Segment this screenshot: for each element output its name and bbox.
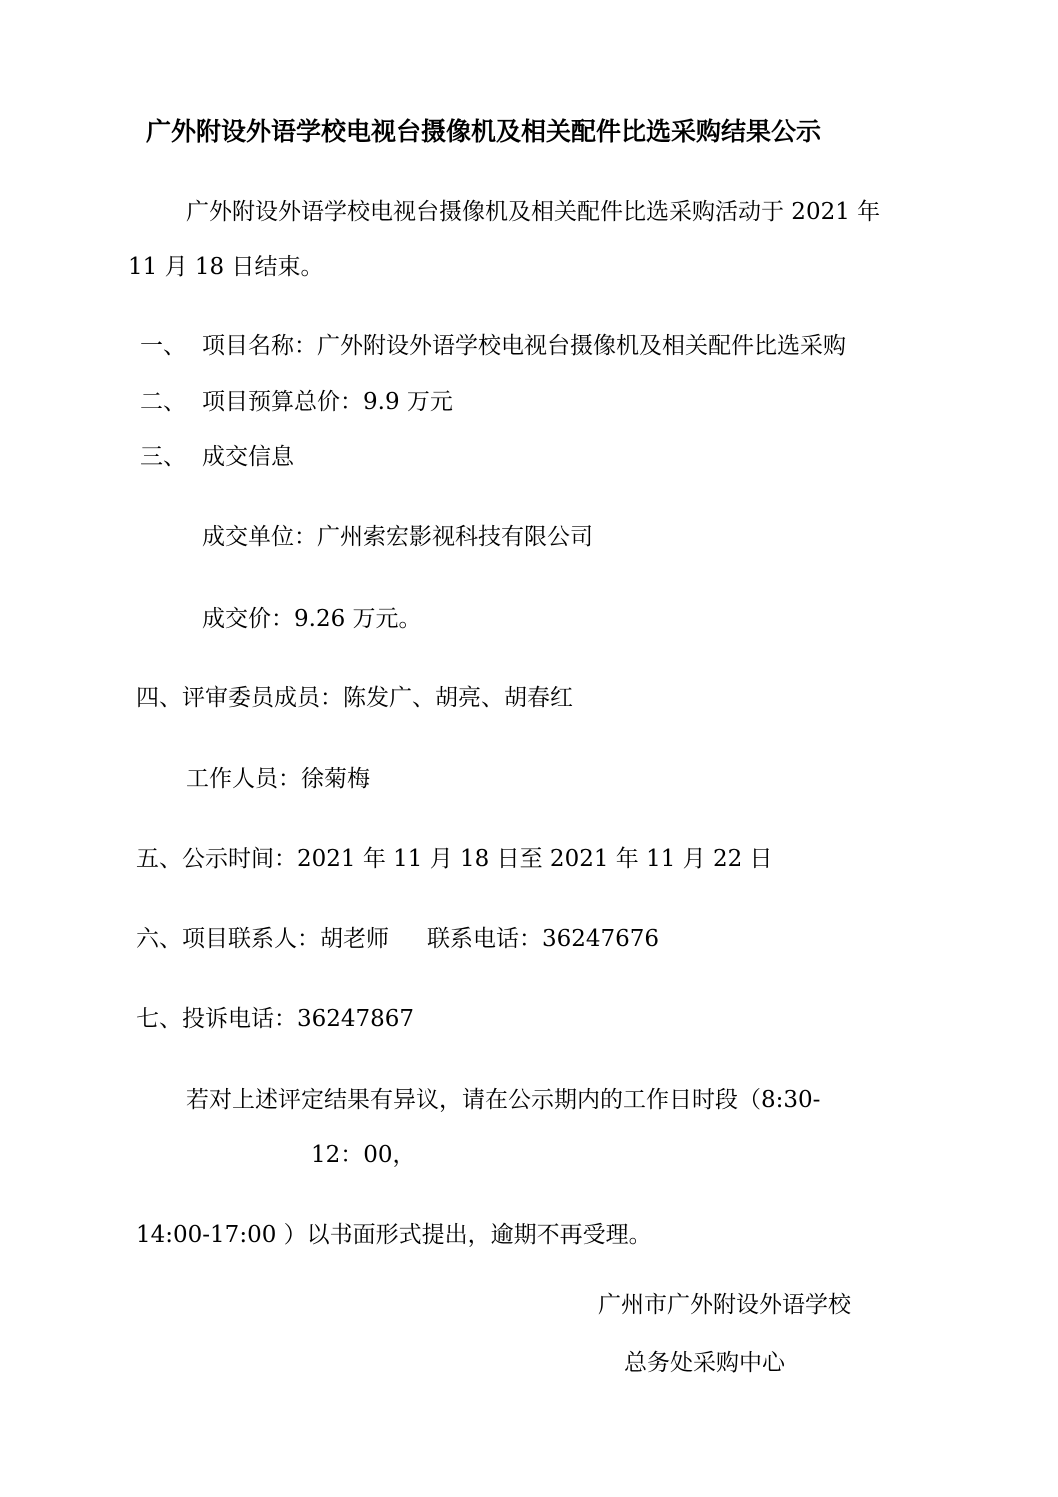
item-number: 一、 [140, 333, 186, 359]
item-text: 项目名称：广外附设外语学校电视台摄像机及相关配件比选采购 [202, 333, 846, 359]
staff-member: 工作人员：徐菊梅 [186, 766, 370, 792]
contact-person: 六、项目联系人：胡老师 [136, 926, 389, 952]
intro-line-1: 广外附设外语学校电视台摄像机及相关配件比选采购活动于 2021 年 [186, 199, 881, 225]
contact-phone: 联系电话：36247676 [427, 926, 660, 952]
objection-line-3: 14:00-17:00 ）以书面形式提出，逾期不再受理。 [136, 1222, 652, 1248]
item-project-name [140, 332, 846, 360]
deal-price: 成交价：9.26 万元。 [202, 606, 422, 632]
notice-time: 五、公示时间：2021 年 11 月 18 日至 2021 年 11 月 22 日 [136, 846, 773, 872]
page-title: 广外附设外语学校电视台摄像机及相关配件比选采购结果公示 [146, 117, 822, 146]
item-text: 成交信息 [202, 444, 294, 470]
signature-department: 总务处采购中心 [624, 1350, 785, 1376]
item-deal-info [140, 443, 294, 471]
item-number: 二、 [140, 389, 186, 415]
signature-school: 广州市广外附设外语学校 [598, 1292, 851, 1318]
item-text: 项目预算总价：9.9 万元 [202, 389, 453, 415]
intro-line-2: 11 月 18 日结束。 [128, 254, 324, 280]
contact-line [136, 925, 659, 953]
objection-line-2: 12：00， [311, 1142, 416, 1168]
committee-members: 四、评审委员成员：陈发广、胡亮、胡春红 [136, 685, 573, 711]
complaint-phone: 七、投诉电话：36247867 [136, 1006, 415, 1032]
deal-unit: 成交单位：广州索宏影视科技有限公司 [202, 524, 593, 550]
item-budget [140, 388, 453, 416]
objection-line-1: 若对上述评定结果有异议，请在公示期内的工作日时段（8:30- [186, 1087, 821, 1113]
item-number: 三、 [140, 444, 186, 470]
